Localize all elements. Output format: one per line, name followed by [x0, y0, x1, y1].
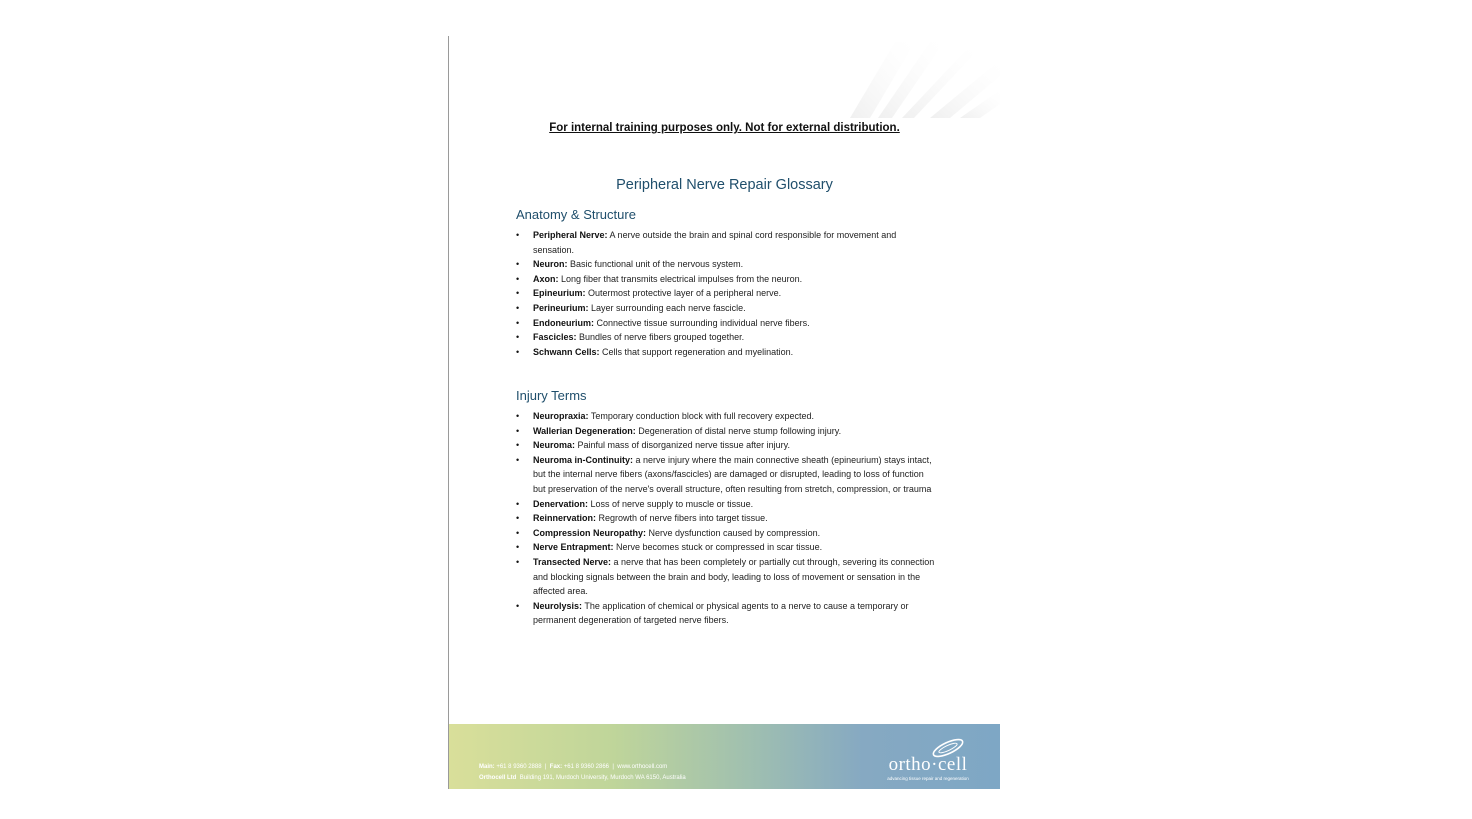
- definition: Loss of nerve supply to muscle or tissue.: [588, 498, 754, 509]
- term: Fascicles:: [533, 332, 577, 343]
- definition: Painful mass of disorganized nerve tissue after injury.: [575, 440, 790, 451]
- definition: Outermost protective layer of a peripheral nerve.: [585, 288, 782, 299]
- company-address: Building 191, Murdoch University, Murdoch WA 6150, Australia: [519, 775, 686, 781]
- section-heading: Anatomy & Structure: [516, 207, 636, 222]
- definition: Nerve becomes stuck or compressed in scar tissue.: [613, 542, 823, 553]
- section-anatomy-structure: [516, 207, 938, 359]
- term: Neuron:: [533, 259, 568, 270]
- definition: Connective tissue surrounding individual nerve fibers.: [594, 317, 810, 328]
- list-item: [516, 497, 938, 512]
- definition: Basic functional unit of the nervous system.: [567, 259, 744, 270]
- main-label: Main:: [479, 764, 495, 770]
- term: Peripheral Nerve:: [533, 230, 608, 240]
- footer-contact: [479, 762, 686, 784]
- list-item: [516, 424, 938, 439]
- term: Neuroma in-Continuity:: [533, 454, 633, 465]
- list-item: [516, 301, 938, 316]
- term: Endoneurium:: [533, 317, 594, 328]
- list-item: [516, 286, 938, 301]
- definition: Temporary conduction block with full recovery expected.: [588, 411, 814, 421]
- website-link[interactable]: www.orthocell.com: [617, 764, 668, 770]
- term: Neuropraxia:: [533, 411, 589, 421]
- orthocell-logo: [878, 738, 978, 784]
- list-item: [516, 453, 938, 497]
- term: Wallerian Degeneration:: [533, 425, 636, 436]
- list-item: [516, 409, 938, 424]
- definition: a nerve injury where the main connective sheath (epineurium) stays intact, but the internal nerve fibers (axons/fascicles) are damaged or disrupted, leading to loss of function but preservation of the nerve's overall structure, often resulting from stretch, compression, or trauma: [533, 454, 932, 494]
- glossary-list: [516, 409, 938, 628]
- fax-label: Fax:: [549, 764, 563, 770]
- list-item: [516, 540, 938, 555]
- list-item: [516, 330, 938, 345]
- term: Neuroma:: [533, 440, 576, 451]
- list-item: [516, 257, 938, 272]
- company-name: Orthocell Ltd: [479, 775, 517, 781]
- footer-line-contact: Main: +61 8 9360 2888 | Fax: +61 8 9360 2866 | www.orthocell.com: [479, 764, 668, 770]
- definition: A nerve outside the brain and spinal cord responsible for movement and sensation.: [533, 230, 897, 255]
- page-footer: [449, 724, 1000, 789]
- list-item: [516, 511, 938, 526]
- list-item: [516, 272, 938, 287]
- term: Epineurium:: [533, 288, 586, 299]
- definition: Nerve dysfunction caused by compression.: [646, 527, 821, 538]
- fax-number: +61 8 9360 2866: [562, 764, 610, 770]
- logo-tagline: advancing tissue repair and regeneration: [887, 776, 969, 781]
- list-item: [516, 316, 938, 331]
- logo-wordmark: ortho·cell: [888, 754, 968, 775]
- document-page: [448, 36, 1000, 789]
- definition: Degeneration of distal nerve stump following injury.: [635, 425, 842, 436]
- term: Perineurium:: [533, 302, 589, 313]
- term: Compression Neuropathy:: [533, 527, 647, 538]
- definition: Cells that support regeneration and myelination.: [599, 346, 794, 357]
- list-item: [516, 438, 938, 453]
- list-item: [516, 555, 938, 599]
- glossary-list: [516, 228, 938, 359]
- term: Neurolysis:: [533, 600, 583, 611]
- page-title: Peripheral Nerve Repair Glossary: [616, 177, 833, 193]
- definition: Regrowth of nerve fibers into target tissue.: [596, 513, 768, 524]
- definition: a nerve that has been completely or partially cut through, severing its connection and blocking signals between the brain and body, leading to loss of movement or sensation in the affected area.: [533, 556, 935, 597]
- internal-use-notice: For internal training purposes only. Not for external distribution.: [549, 122, 900, 134]
- footer-line-address: [479, 773, 686, 784]
- definition: Long fiber that transmits electrical impulses from the neuron.: [558, 273, 803, 284]
- term: Denervation:: [533, 498, 589, 509]
- term: Nerve Entrapment:: [533, 542, 614, 553]
- list-item: [516, 345, 938, 360]
- decorative-swoosh: [840, 40, 1000, 120]
- term: Axon:: [533, 273, 559, 284]
- section-injury-terms: [516, 388, 938, 628]
- term: Reinnervation:: [533, 513, 597, 524]
- list-item: [516, 228, 938, 257]
- list-item: [516, 599, 938, 628]
- list-item: [516, 526, 938, 541]
- section-heading: Injury Terms: [516, 388, 587, 403]
- definition: Layer surrounding each nerve fascicle.: [588, 302, 746, 313]
- term: Schwann Cells:: [533, 346, 600, 357]
- definition: Bundles of nerve fibers grouped together.: [576, 332, 745, 343]
- main-phone: +61 8 9360 2888: [494, 764, 542, 770]
- definition: The application of chemical or physical agents to a nerve to cause a temporary or permanent degeneration of targeted nerve fibers.: [533, 600, 909, 626]
- term: Transected Nerve:: [533, 556, 612, 567]
